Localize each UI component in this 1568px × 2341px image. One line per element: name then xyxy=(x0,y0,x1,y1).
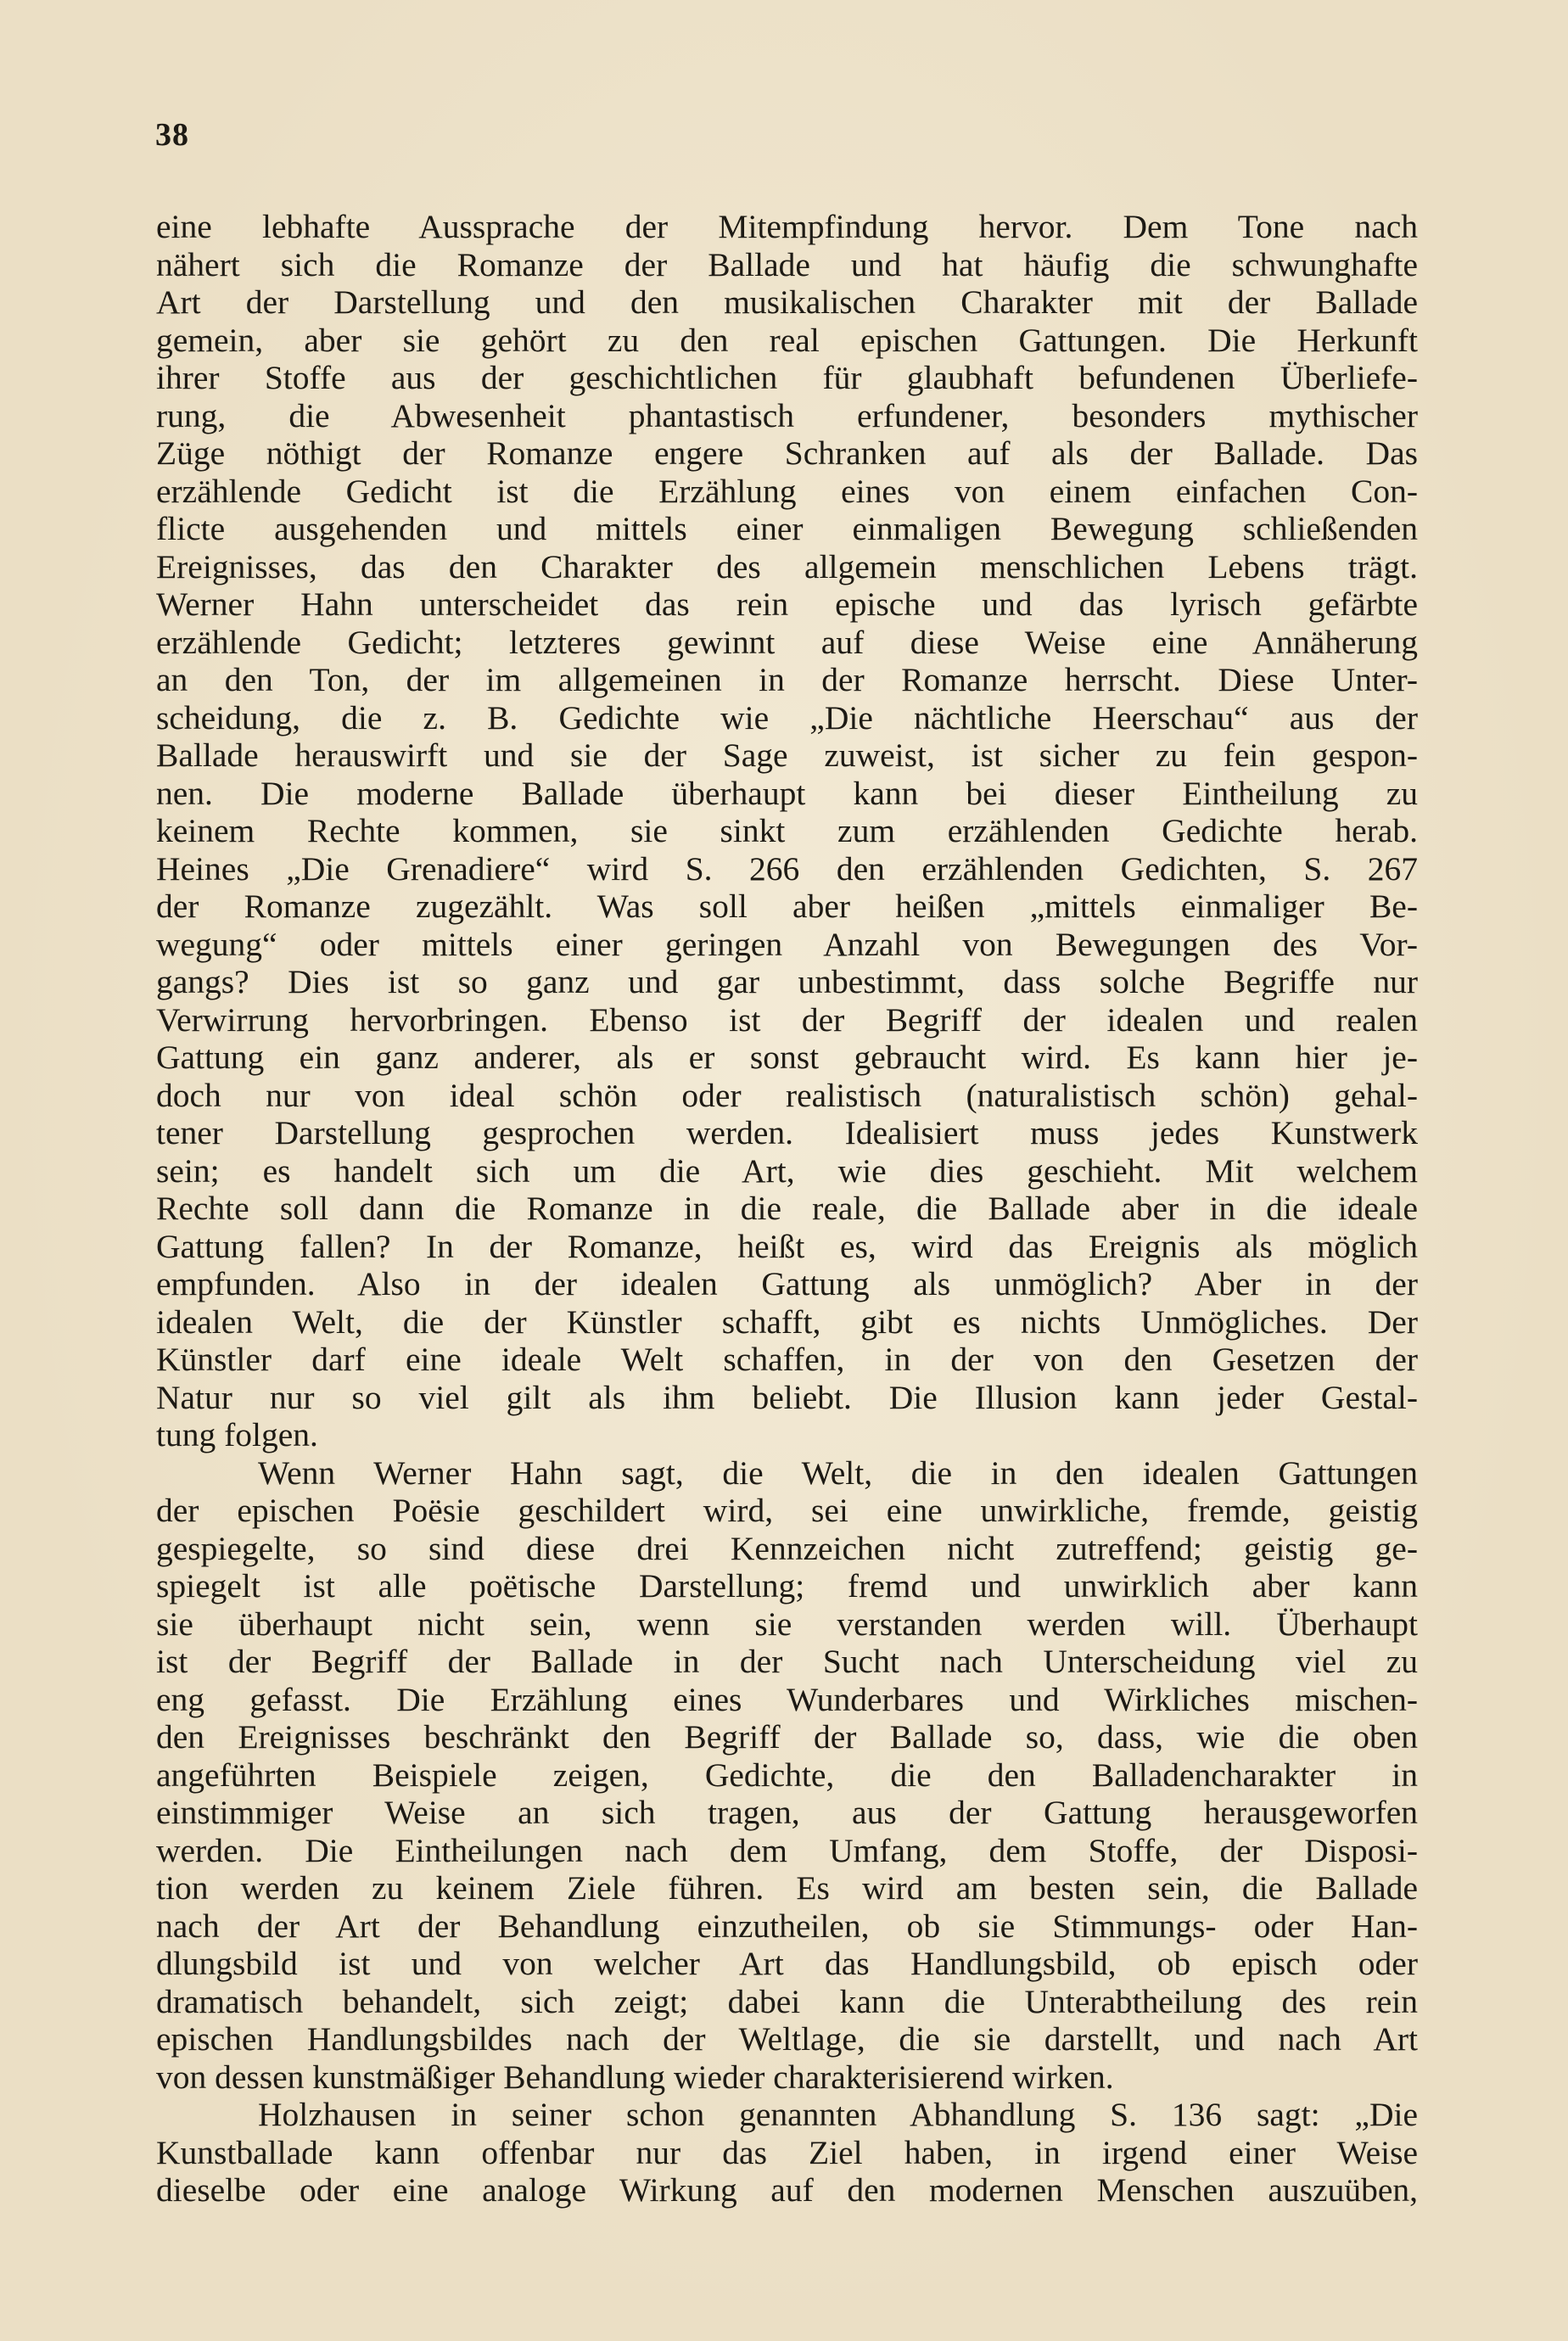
text-line: Künstler darf eine ideale Welt schaffen, in der von den Gesetzen der xyxy=(156,1341,1418,1378)
text-line: tener Darstellung gesprochen werden. Idealisiert muss jedes Kunstwerk xyxy=(156,1114,1418,1151)
text-line: tion werden zu keinem Ziele führen. Es wird am besten sein, die Ballade xyxy=(156,1869,1418,1907)
page-number: 38 xyxy=(155,117,189,153)
text-line: den Ereignisses beschränkt den Begriff der Ballade so, dass, wie die oben xyxy=(156,1718,1418,1756)
text-line: flicte ausgehenden und mittels einer einmaligen Bewegung schließenden xyxy=(156,510,1418,547)
text-line: nen. Die moderne Ballade überhaupt kann bei dieser Eintheilung zu xyxy=(156,774,1418,812)
text-line: empfunden. Also in der idealen Gattung als unmöglich? Aber in der xyxy=(156,1265,1418,1302)
text-line: an den Ton, der im allgemeinen in der Romanze herrscht. Diese Unter- xyxy=(156,661,1418,698)
text-line: Wenn Werner Hahn sagt, die Welt, die in den idealen Gattungen xyxy=(258,1453,1418,1492)
text-line: der epischen Poësie geschildert wird, sei eine unwirkliche, fremde, geistig xyxy=(156,1492,1418,1529)
text-line: angeführten Beispiele zeigen, Gedichte, die den Balladencharakter in xyxy=(156,1756,1418,1794)
text-line: dramatisch behandelt, sich zeigt; dabei kann die Unterabtheilung des rein xyxy=(156,1982,1418,2020)
body-text xyxy=(156,208,1418,2209)
text-line: eng gefasst. Die Erzählung eines Wunderbares und Wirkliches mischen- xyxy=(156,1680,1418,1718)
text-line: doch nur von ideal schön oder realistisch (naturalistisch schön) gehal- xyxy=(156,1076,1418,1114)
text-line: werden. Die Eintheilungen nach dem Umfang, dem Stoffe, der Disposi- xyxy=(156,1831,1418,1869)
text-line: keinem Rechte kommen, sie sinkt zum erzählenden Gedichte herab. xyxy=(156,812,1418,849)
text-line: erzählende Gedicht; letzteres gewinnt auf diese Weise eine Annäherung xyxy=(156,623,1418,661)
text-line: gemein, aber sie gehört zu den real epischen Gattungen. Die Herkunft xyxy=(156,321,1418,359)
text-line: Gattung ein ganz anderer, als er sonst gebraucht wird. Es kann hier je- xyxy=(156,1039,1418,1076)
text-line: gangs? Dies ist so ganz und gar unbestimmt, dass solche Begriffe nur xyxy=(156,963,1418,1000)
text-line: Gattung fallen? In der Romanze, heißt es, wird das Ereignis als möglich xyxy=(156,1227,1418,1265)
text-line: rung, die Abwesenheit phantastisch erfundener, besonders mythischer xyxy=(156,396,1418,434)
text-line: ist der Begriff der Ballade in der Sucht nach Unterscheidung viel zu xyxy=(156,1643,1418,1680)
text-line: Ballade herauswirft und sie der Sage zuweist, ist sicher zu fein gespon- xyxy=(156,736,1418,774)
text-line: spiegelt ist alle poëtische Darstellung; fremd und unwirklich aber kann xyxy=(156,1567,1418,1605)
text-line: Verwirrung hervorbringen. Ebenso ist der Begriff der idealen und realen xyxy=(156,1000,1418,1039)
text-line: ihrer Stoffe aus der geschichtlichen für glaubhaft befundenen Überliefe- xyxy=(156,359,1418,396)
text-line: nach der Art der Behandlung einzutheilen, ob sie Stimmungs- oder Han- xyxy=(156,1907,1418,1945)
text-line: Natur nur so viel gilt als ihm beliebt. Die Illusion kann jeder Gestal- xyxy=(156,1378,1418,1416)
text-line: von dessen kunstmäßiger Behandlung wieder charakterisierend wirken. xyxy=(156,2058,1114,2096)
text-line: Werner Hahn unterscheidet das rein epische und das lyrisch gefärbte xyxy=(156,585,1418,623)
text-line: Rechte soll dann die Romanze in die reale, die Ballade aber in die ideale xyxy=(156,1190,1418,1227)
text-line: eine lebhafte Aussprache der Mitempfindung hervor. Dem Tone nach xyxy=(156,208,1418,245)
text-line: gespiegelte, so sind diese drei Kennzeichen nicht zutreffend; geistig ge- xyxy=(156,1529,1418,1567)
text-line: Heines „Die Grenadiere“ wird S. 266 den erzählenden Gedichten, S. 267 xyxy=(156,849,1418,888)
text-line: Züge nöthigt der Romanze engere Schranken auf als der Ballade. Das xyxy=(156,434,1418,472)
text-line: Holzhausen in seiner schon genannten Abhandlung S. 136 sagt: „Die xyxy=(258,2096,1418,2133)
text-line: idealen Welt, die der Künstler schafft, gibt es nichts Unmögliches. Der xyxy=(156,1302,1418,1341)
text-line: scheidung, die z. B. Gedichte wie „Die nächtliche Heerschau“ aus der xyxy=(156,698,1418,736)
text-line: erzählende Gedicht ist die Erzählung eines von einem einfachen Con- xyxy=(156,472,1418,510)
text-line: epischen Handlungsbildes nach der Weltlage, die sie darstellt, und nach Art xyxy=(156,2020,1418,2058)
text-line: sie überhaupt nicht sein, wenn sie verstanden werden will. Überhaupt xyxy=(156,1605,1418,1643)
text-line: der Romanze zugezählt. Was soll aber heißen „mittels einmaliger Be- xyxy=(156,888,1418,925)
text-line: nähert sich die Romanze der Ballade und hat häufig die schwunghafte xyxy=(156,245,1418,283)
text-line: einstimmiger Weise an sich tragen, aus der Gattung herausgeworfen xyxy=(156,1794,1418,1831)
text-line: Art der Darstellung und den musikalischen Charakter mit der Ballade xyxy=(156,283,1418,321)
text-line: sein; es handelt sich um die Art, wie dies geschieht. Mit welchem xyxy=(156,1151,1418,1190)
text-line: wegung“ oder mittels einer geringen Anzahl von Bewegungen des Vor- xyxy=(156,925,1418,963)
text-line: Kunstballade kann offenbar nur das Ziel haben, in irgend einer Weise xyxy=(156,2133,1418,2171)
text-line: dieselbe oder eine analoge Wirkung auf den modernen Menschen auszuüben, xyxy=(156,2171,1418,2209)
text-line: dlungsbild ist und von welcher Art das Handlungsbild, ob episch oder xyxy=(156,1945,1418,1982)
text-line: Ereignisses, das den Charakter des allgemein menschlichen Lebens trägt. xyxy=(156,547,1418,585)
text-line: tung folgen. xyxy=(156,1416,318,1453)
